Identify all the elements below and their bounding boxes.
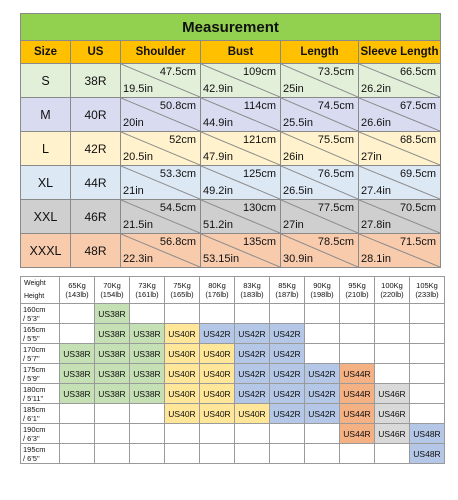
measurement-row [21, 166, 441, 200]
empty-cell [305, 444, 340, 464]
shoulder-cell [121, 132, 201, 166]
height-ft: / 5'7" [23, 353, 40, 363]
sleeve-length-cell [359, 98, 441, 132]
height-cm: 195cm [23, 444, 46, 454]
header-shoulder: Shoulder [121, 41, 201, 64]
size-recommendation-cell: US46R [375, 424, 410, 444]
empty-cell [340, 324, 375, 344]
height-ft: / 6'5" [23, 453, 40, 463]
measurement-row [21, 98, 441, 132]
us-size-cell: 48R [71, 234, 121, 268]
height-row [21, 304, 445, 324]
inch-value: 27in [361, 151, 382, 163]
size-recommendation-cell: US46R [375, 384, 410, 404]
inch-value: 49.2in [203, 185, 233, 197]
size-recommendation-cell: US42R [235, 384, 270, 404]
empty-cell [340, 344, 375, 364]
bust-cell [201, 98, 281, 132]
weight-kg: 70Kg [103, 281, 121, 290]
shoulder-cell [121, 98, 201, 132]
corner-height-label: Height [24, 293, 45, 300]
empty-cell [60, 404, 95, 424]
bust-cell [201, 64, 281, 98]
weight-lb: (233lb) [415, 290, 439, 299]
height-header [21, 444, 60, 464]
empty-cell [375, 324, 410, 344]
weight-kg: 100Kg [381, 281, 403, 290]
cm-value: 76.5cm [317, 168, 354, 180]
cm-value: 66.5cm [399, 66, 437, 78]
empty-cell [130, 304, 165, 324]
size-recommendation-cell: US42R [305, 364, 340, 384]
empty-cell [410, 324, 445, 344]
height-cm: 160cm [23, 304, 46, 314]
weight-kg: 73Kg [138, 281, 156, 290]
height-row [21, 344, 445, 364]
inch-value: 25.5in [283, 117, 313, 129]
height-ft: / 6'3" [23, 433, 40, 443]
size-recommendation-cell: US44R [340, 384, 375, 404]
size-recommendation-cell: US48R [410, 444, 445, 464]
weight-lb: (183lb) [240, 290, 264, 299]
empty-cell [410, 404, 445, 424]
size-recommendation-cell: US40R [200, 384, 235, 404]
inch-value: 27in [283, 219, 304, 231]
cm-value: 52cm [169, 134, 196, 146]
weight-header [375, 277, 410, 304]
size-recommendation-cell: US42R [270, 344, 305, 364]
height-header [21, 384, 60, 404]
height-ft: / 5'3" [23, 313, 40, 323]
size-cell: S [21, 64, 71, 98]
size-recommendation-cell: US38R [130, 344, 165, 364]
size-recommendation-cell: US42R [235, 344, 270, 364]
measurement-title: Measurement [21, 14, 441, 41]
size-recommendation-cell: US42R [235, 324, 270, 344]
cm-value: 130cm [242, 202, 276, 214]
header-size: Size [21, 41, 71, 64]
inch-value: 28.1in [361, 253, 391, 265]
empty-cell [375, 304, 410, 324]
sleeve-length-cell [359, 200, 441, 234]
weight-header [235, 277, 270, 304]
inch-value: 26.6in [361, 117, 391, 129]
weight-lb: (176lb) [205, 290, 229, 299]
inch-value: 53.15in [203, 253, 240, 265]
weight-header [270, 277, 305, 304]
sleeve-length-cell [359, 132, 441, 166]
size-recommendation-cell: US42R [305, 404, 340, 424]
measurement-header-row [21, 41, 441, 64]
empty-cell [95, 444, 130, 464]
empty-cell [60, 444, 95, 464]
bust-cell [201, 234, 281, 268]
length-cell [281, 98, 359, 132]
size-cell: XXL [21, 200, 71, 234]
weight-lb: (187lb) [275, 290, 299, 299]
empty-cell [165, 424, 200, 444]
size-recommendation-grid [20, 276, 445, 464]
size-recommendation-cell: US38R [60, 364, 95, 384]
shoulder-cell [121, 64, 201, 98]
height-header [21, 364, 60, 384]
empty-cell [410, 344, 445, 364]
inch-value: 44.9in [203, 117, 233, 129]
height-row [21, 364, 445, 384]
weight-lb: (198lb) [310, 290, 334, 299]
empty-cell [340, 304, 375, 324]
size-recommendation-cell: US40R [200, 344, 235, 364]
bust-cell [201, 200, 281, 234]
weight-lb: (154lb) [100, 290, 124, 299]
inch-value: 26.2in [361, 83, 391, 95]
empty-cell [375, 364, 410, 384]
weight-kg: 90Kg [313, 281, 331, 290]
size-recommendation-cell: US38R [95, 324, 130, 344]
cm-value: 135cm [242, 236, 276, 248]
empty-cell [165, 444, 200, 464]
size-recommendation-cell: US42R [305, 384, 340, 404]
height-header [21, 344, 60, 364]
empty-cell [200, 444, 235, 464]
weight-header [410, 277, 445, 304]
empty-cell [235, 444, 270, 464]
empty-cell [130, 424, 165, 444]
cm-value: 47.5cm [159, 66, 196, 78]
size-recommendation-cell: US38R [130, 364, 165, 384]
height-ft: / 5'11" [23, 393, 44, 403]
weight-header [60, 277, 95, 304]
inch-value: 19.5in [123, 83, 153, 95]
empty-cell [60, 304, 95, 324]
shoulder-cell [121, 200, 201, 234]
empty-cell [95, 424, 130, 444]
size-cell: M [21, 98, 71, 132]
measurement-row [21, 64, 441, 98]
cm-value: 53.3cm [159, 168, 196, 180]
height-cm: 190cm [23, 424, 46, 434]
us-size-cell: 44R [71, 166, 121, 200]
size-cell: XXXL [21, 234, 71, 268]
height-cm: 185cm [23, 404, 46, 414]
size-recommendation-cell: US38R [95, 384, 130, 404]
empty-cell [270, 304, 305, 324]
measurement-row [21, 132, 441, 166]
empty-cell [200, 304, 235, 324]
size-recommendation-cell: US38R [60, 384, 95, 404]
empty-cell [305, 344, 340, 364]
weight-header [165, 277, 200, 304]
size-recommendation-cell: US40R [165, 364, 200, 384]
weight-header [130, 277, 165, 304]
height-cm: 175cm [23, 364, 46, 374]
height-ft: / 5'9" [23, 373, 40, 383]
length-cell [281, 234, 359, 268]
inch-value: 51.2in [203, 219, 233, 231]
size-cell: XL [21, 166, 71, 200]
measurement-table [20, 13, 441, 268]
cm-value: 73.5cm [317, 66, 354, 78]
height-cm: 165cm [23, 324, 46, 334]
height-row [21, 384, 445, 404]
height-cm: 170cm [23, 344, 46, 354]
empty-cell [130, 444, 165, 464]
cm-value: 77.5cm [317, 202, 354, 214]
size-recommendation-cell: US42R [270, 364, 305, 384]
cm-value: 74.5cm [317, 100, 354, 112]
weight-header [200, 277, 235, 304]
cm-value: 75.5cm [317, 134, 354, 146]
us-size-cell: 40R [71, 98, 121, 132]
inch-value: 25in [283, 83, 304, 95]
weight-kg: 85Kg [278, 281, 296, 290]
height-row [21, 324, 445, 344]
inch-value: 42.9in [203, 83, 233, 95]
sleeve-length-cell [359, 234, 441, 268]
inch-value: 27.8in [361, 219, 391, 231]
size-recommendation-cell: US44R [340, 424, 375, 444]
empty-cell [235, 424, 270, 444]
weight-kg: 80Kg [208, 281, 226, 290]
size-recommendation-cell: US38R [130, 384, 165, 404]
size-recommendation-cell: US40R [165, 344, 200, 364]
empty-cell [305, 324, 340, 344]
size-recommendation-cell: US42R [200, 324, 235, 344]
weight-lb: (210lb) [345, 290, 369, 299]
header-bust: Bust [201, 41, 281, 64]
size-recommendation-cell: US46R [375, 404, 410, 424]
header-length: Length [281, 41, 359, 64]
weight-lb: (165lb) [170, 290, 194, 299]
height-header [21, 324, 60, 344]
shoulder-cell [121, 166, 201, 200]
size-recommendation-cell: US44R [340, 404, 375, 424]
size-recommendation-cell: US38R [130, 324, 165, 344]
weight-lb: (220lb) [380, 290, 404, 299]
inch-value: 21.5in [123, 219, 153, 231]
measurement-row [21, 234, 441, 268]
size-recommendation-cell: US42R [270, 384, 305, 404]
sleeve-length-cell [359, 166, 441, 200]
empty-cell [165, 304, 200, 324]
size-recommendation-cell: US40R [200, 364, 235, 384]
shoulder-cell [121, 234, 201, 268]
length-cell [281, 132, 359, 166]
cm-value: 69.5cm [399, 168, 437, 180]
header-us: US [71, 41, 121, 64]
cm-value: 50.8cm [159, 100, 196, 112]
length-cell [281, 166, 359, 200]
us-size-cell: 42R [71, 132, 121, 166]
inch-value: 47.9in [203, 151, 233, 163]
empty-cell [200, 424, 235, 444]
cm-value: 71.5cm [399, 236, 437, 248]
size-recommendation-cell: US40R [200, 404, 235, 424]
empty-cell [305, 424, 340, 444]
size-recommendation-cell: US40R [165, 384, 200, 404]
empty-cell [410, 304, 445, 324]
empty-cell [305, 304, 340, 324]
height-ft: / 6'1" [23, 413, 40, 423]
size-recommendation-cell: US38R [95, 344, 130, 364]
empty-cell [340, 444, 375, 464]
weight-kg: 95Kg [348, 281, 366, 290]
height-row [21, 444, 445, 464]
cm-value: 114cm [243, 100, 276, 112]
bust-cell [201, 132, 281, 166]
inch-value: 20.5in [123, 151, 153, 163]
cm-value: 67.5cm [399, 100, 437, 112]
cm-value: 125cm [242, 168, 276, 180]
cm-value: 54.5cm [159, 202, 196, 214]
size-recommendation-cell: US40R [165, 404, 200, 424]
empty-cell [375, 344, 410, 364]
weight-header [340, 277, 375, 304]
empty-cell [130, 404, 165, 424]
cm-value: 70.5cm [399, 202, 437, 214]
empty-cell [270, 424, 305, 444]
cm-value: 68.5cm [399, 134, 437, 146]
inch-value: 26.5in [283, 185, 313, 197]
size-recommendation-cell: US48R [410, 424, 445, 444]
weight-header-row [21, 277, 445, 304]
cm-value: 78.5cm [317, 236, 354, 248]
empty-cell [410, 384, 445, 404]
header-sleeve-length: Sleeve Length [359, 41, 441, 64]
size-recommendation-cell: US42R [270, 324, 305, 344]
weight-header [305, 277, 340, 304]
empty-cell [410, 364, 445, 384]
empty-cell [95, 404, 130, 424]
cm-value: 56.8cm [159, 236, 196, 248]
size-recommendation-cell: US40R [235, 404, 270, 424]
size-recommendation-cell: US44R [340, 364, 375, 384]
length-cell [281, 64, 359, 98]
weight-lb: (143lb) [65, 290, 89, 299]
height-header [21, 424, 60, 444]
height-cm: 180cm [23, 384, 46, 394]
weight-header [95, 277, 130, 304]
size-recommendation-cell: US38R [95, 364, 130, 384]
sleeve-length-cell [359, 64, 441, 98]
height-row [21, 404, 445, 424]
cm-value: 109cm [242, 66, 276, 78]
height-header [21, 304, 60, 324]
empty-cell [375, 444, 410, 464]
size-cell: L [21, 132, 71, 166]
weight-kg: 83Kg [243, 281, 261, 290]
grid-corner [21, 277, 60, 304]
size-recommendation-cell: US38R [60, 344, 95, 364]
height-ft: / 5'5" [23, 333, 40, 343]
empty-cell [60, 424, 95, 444]
inch-value: 30.9in [283, 253, 313, 265]
corner-weight-label: Weight [24, 280, 46, 287]
weight-kg: 75Kg [173, 281, 191, 290]
measurement-row [21, 200, 441, 234]
inch-value: 26in [283, 151, 304, 163]
size-recommendation-cell: US40R [165, 324, 200, 344]
bust-cell [201, 166, 281, 200]
inch-value: 27.4in [361, 185, 391, 197]
us-size-cell: 46R [71, 200, 121, 234]
weight-kg: 65Kg [68, 281, 86, 290]
inch-value: 21in [123, 185, 144, 197]
weight-kg: 105Kg [416, 281, 438, 290]
empty-cell [60, 324, 95, 344]
inch-value: 20in [123, 117, 144, 129]
size-recommendation-cell: US38R [95, 304, 130, 324]
height-header [21, 404, 60, 424]
empty-cell [235, 304, 270, 324]
size-recommendation-cell: US42R [235, 364, 270, 384]
length-cell [281, 200, 359, 234]
size-recommendation-cell: US42R [270, 404, 305, 424]
us-size-cell: 38R [71, 64, 121, 98]
height-row [21, 424, 445, 444]
weight-lb: (161lb) [135, 290, 159, 299]
cm-value: 121cm [242, 134, 276, 146]
inch-value: 22.3in [123, 253, 153, 265]
empty-cell [270, 444, 305, 464]
